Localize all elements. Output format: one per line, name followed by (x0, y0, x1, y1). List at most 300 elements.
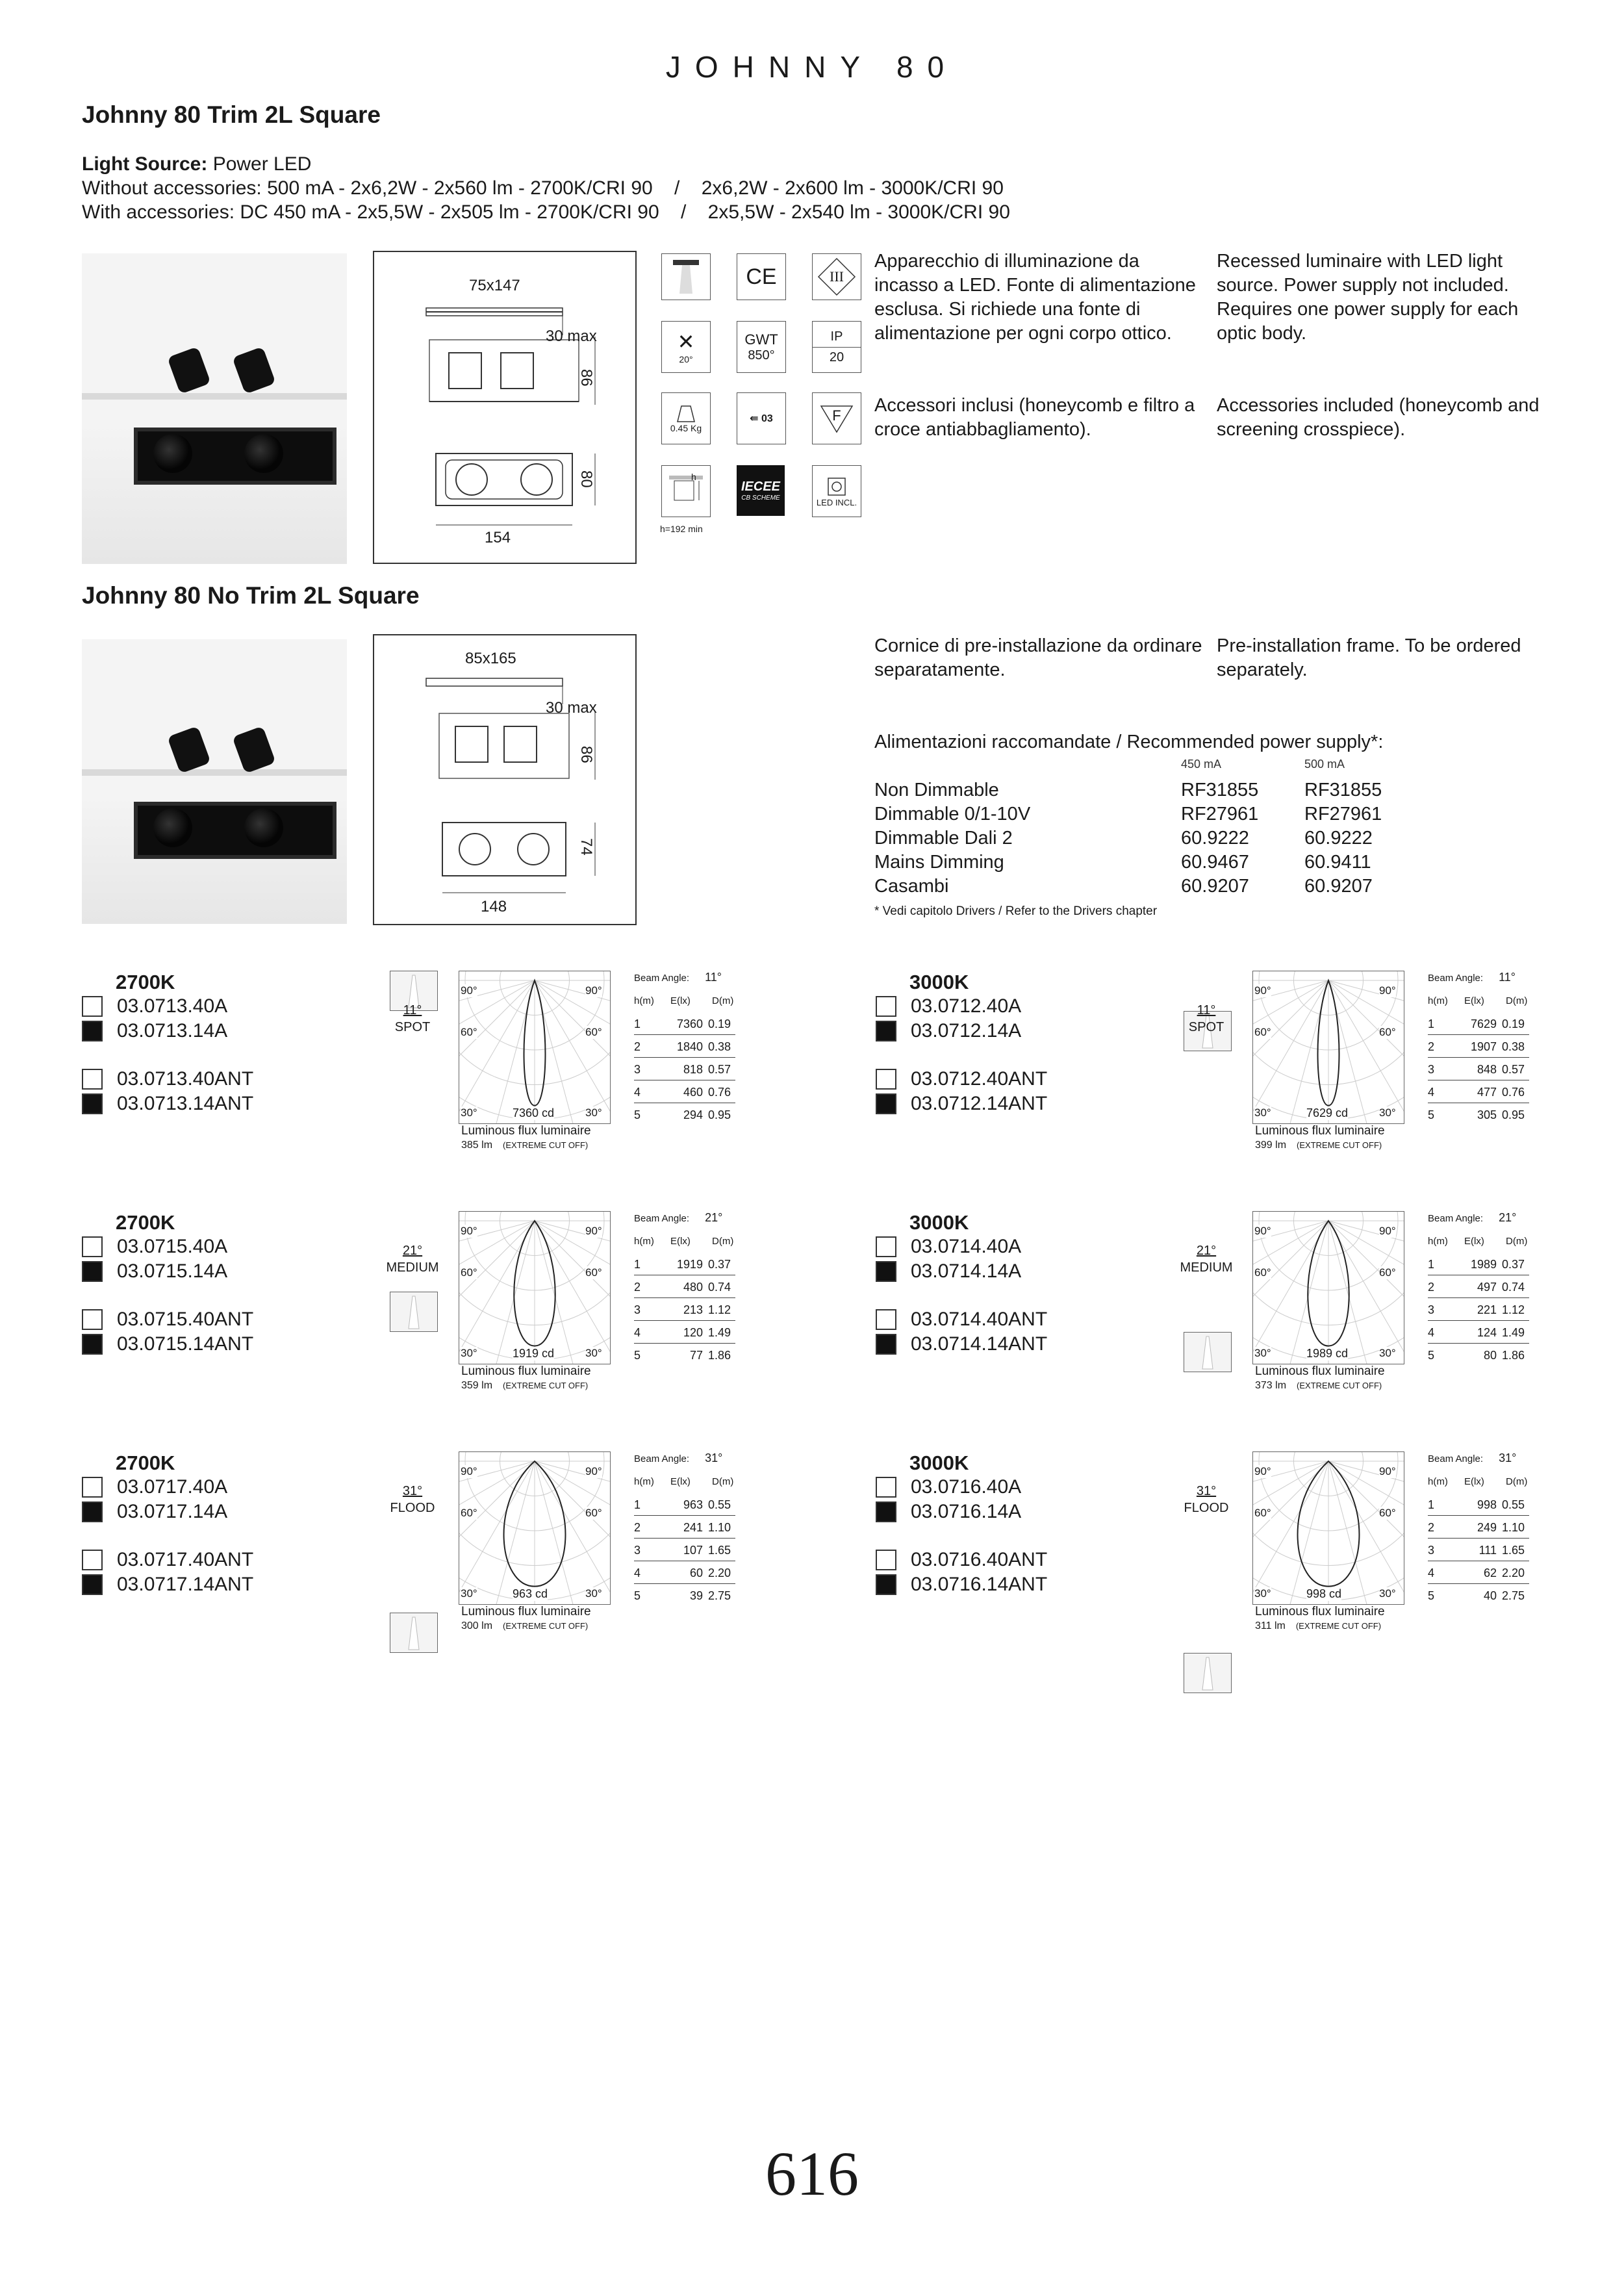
flux-value: 399 lm (1255, 1140, 1287, 1151)
table-header-e: E(lx) (670, 1476, 691, 1487)
angle-30-right: 30° (1379, 1587, 1396, 1600)
white-finish-swatch (82, 1477, 103, 1498)
table-cell: 4 (1428, 1566, 1435, 1579)
product-code: 03.0714.14ANT (911, 1333, 1048, 1355)
black-finish-swatch (82, 1093, 103, 1114)
table-row-divider (634, 1538, 735, 1539)
beam-angle-value: 31° (1196, 1484, 1217, 1498)
product-code-row (82, 1068, 253, 1090)
beam-angle-icon: ✕ 20° (661, 321, 711, 373)
table-cell: 0.95 (708, 1108, 731, 1121)
table-cell: 1.65 (1502, 1544, 1525, 1557)
power-supply-b-3: 60.9411 (1304, 852, 1371, 873)
table-cell: 1.86 (1502, 1349, 1525, 1362)
white-finish-swatch (876, 1550, 896, 1570)
product2-photo (82, 639, 347, 924)
table-cell: 4 (1428, 1326, 1435, 1339)
white-finish-swatch (876, 1069, 896, 1090)
accessories-english: Accessories included (honeycomb and screening crosspiece). (1217, 395, 1540, 440)
recess-depth-icon (661, 465, 711, 517)
table-cell: 1 (634, 1258, 641, 1271)
table-cell: 7629 (1470, 1017, 1497, 1030)
table-header-d: D(m) (712, 1476, 734, 1487)
angle-60-right: 60° (585, 1266, 602, 1279)
angle-60-left: 60° (461, 1507, 477, 1519)
beam-angle-header (634, 1451, 722, 1465)
table-row-divider (634, 1034, 735, 1035)
angle-30-right: 30° (585, 1106, 602, 1119)
table-cell: 5 (634, 1589, 641, 1602)
length-dimension-2: 148 (481, 898, 507, 915)
product-code: 03.0713.40A (117, 995, 228, 1017)
table-cell: 1 (634, 1017, 641, 1030)
table-cell: 294 (683, 1108, 703, 1121)
table-header-e: E(lx) (1464, 995, 1484, 1006)
angle-30-left: 30° (1254, 1106, 1271, 1119)
product1-photo (82, 253, 347, 564)
cutoff-label: (EXTREME CUT OFF) (503, 1381, 589, 1390)
candela-value: 1919 cd (513, 1347, 555, 1360)
angle-90-right: 90° (585, 1465, 602, 1477)
table-cell: 1840 (676, 1040, 703, 1053)
color-temperature: 2700K (116, 1451, 175, 1474)
table-cell: 0.19 (708, 1017, 731, 1030)
table-cell: 3 (1428, 1063, 1435, 1076)
product-code-row (82, 1333, 253, 1355)
depth-dimension: 80 (577, 470, 595, 488)
color-temperature: 3000K (909, 971, 969, 993)
product-code: 03.0717.40A (117, 1476, 228, 1498)
table-cell: 0.57 (708, 1063, 731, 1076)
flux-value: 359 lm (461, 1380, 493, 1391)
beam-angle-header (1428, 971, 1516, 984)
table-cell: 3 (634, 1303, 641, 1316)
angle-90-left: 90° (1254, 984, 1271, 997)
product-code-row (876, 995, 1021, 1017)
table-cell: 1919 (676, 1258, 703, 1271)
table-cell: 213 (683, 1303, 703, 1316)
polar-diagram (459, 971, 611, 1124)
table-row-divider (1428, 1343, 1529, 1344)
ce-mark-icon: CE (737, 253, 786, 300)
product-code-row (876, 1236, 1021, 1258)
angle-90-left: 90° (461, 984, 477, 997)
power-supply-a-3: 60.9467 (1181, 852, 1249, 873)
depth-dimension-2: 74 (577, 838, 595, 856)
product-code-row (82, 1549, 253, 1571)
black-finish-swatch (876, 1021, 896, 1041)
table-row-divider (1428, 1034, 1529, 1035)
angle-90-right: 90° (1379, 1465, 1396, 1477)
table-row-divider (1428, 1515, 1529, 1516)
h-label: h (691, 472, 696, 482)
angle-90-right: 90° (1379, 1225, 1396, 1237)
product-code: 03.0713.14A (117, 1020, 228, 1041)
white-finish-swatch (876, 1236, 896, 1257)
beam-type-label: MEDIUM (386, 1260, 439, 1275)
table-cell: 5 (634, 1349, 641, 1362)
table-cell: 1.10 (708, 1521, 731, 1534)
angle-30-left: 30° (1254, 1347, 1271, 1359)
beam-type-label: FLOOD (390, 1501, 435, 1515)
beam-angle-table-value: 21° (1499, 1211, 1517, 1224)
table-cell: 963 (683, 1498, 703, 1511)
frame-description-english: Pre-installation frame. To be ordered separately. (1217, 635, 1521, 680)
candela-value: 7360 cd (513, 1106, 555, 1119)
product-code: 03.0714.14A (911, 1260, 1022, 1282)
product-code-row (876, 1549, 1047, 1571)
color-temperature: 3000K (909, 1211, 969, 1234)
gwt-icon: GWT 850° (737, 321, 786, 373)
spec-line-2: With accessories: DC 450 mA - 2x5,5W - 2x505 lm - 2700K/CRI 90 / 2x5,5W - 2x540 lm - 3000K/CRI 90 (82, 201, 1010, 223)
cutoff-label: (EXTREME CUT OFF) (503, 1140, 589, 1150)
table-cell: 0.37 (708, 1258, 731, 1271)
product-code: 03.0716.40A (911, 1476, 1022, 1498)
product-code-row (82, 1574, 253, 1596)
product-code-row (876, 1093, 1047, 1115)
table-cell: 2 (1428, 1281, 1435, 1294)
table-header-d: D(m) (1506, 995, 1528, 1006)
product-code-row (82, 1476, 227, 1498)
table-cell: 2.20 (1502, 1566, 1525, 1579)
angle-60-right: 60° (1379, 1026, 1396, 1038)
table-cell: 124 (1477, 1326, 1497, 1339)
black-finish-swatch (82, 1334, 103, 1355)
ip-rating-icon: IP 20 (812, 321, 861, 373)
cutoff-label: (EXTREME CUT OFF) (1297, 1140, 1382, 1150)
light-source-label: Light Source: (82, 153, 208, 175)
beam-angle-header (634, 971, 722, 984)
white-finish-swatch (82, 1069, 103, 1090)
page-number: 616 (765, 2139, 859, 2208)
table-cell: 5 (634, 1108, 641, 1121)
flux-label: Luminous flux luminaire (461, 1124, 591, 1138)
description-italian: Apparecchio di illuminazione da incasso a LED. Fonte di alimentazione esclusa. Si richiede una fonte di alimentazione per ogni corpo ottico. (874, 251, 1196, 344)
black-finish-swatch (82, 1261, 103, 1282)
table-cell: 0.57 (1502, 1063, 1525, 1076)
angle-30-left: 30° (1254, 1587, 1271, 1600)
luminous-flux (1255, 1364, 1385, 1393)
class-iii-icon: III (812, 253, 861, 300)
polar-diagram (459, 1211, 611, 1364)
product-code: 03.0712.14ANT (911, 1093, 1048, 1114)
white-finish-swatch (82, 1236, 103, 1257)
table-row-divider (634, 1515, 735, 1516)
product2-title: Johnny 80 No Trim 2L Square (82, 582, 420, 609)
product-code: 03.0715.14A (117, 1260, 228, 1282)
beam-angle-label: Beam Angle: (634, 1213, 690, 1224)
table-cell: 3 (634, 1063, 641, 1076)
table-cell: 4 (634, 1326, 641, 1339)
table-cell: 0.55 (708, 1498, 731, 1511)
table-header-d: D(m) (712, 1236, 734, 1247)
product-code-row (82, 1309, 253, 1331)
angle-90-right: 90° (585, 984, 602, 997)
angle-90-right: 90° (1379, 984, 1396, 997)
power-supply-name-1: Dimmable 0/1-10V (874, 804, 1031, 824)
product-code-row (82, 1501, 227, 1523)
cutoff-label: (EXTREME CUT OFF) (503, 1621, 589, 1631)
beam-angle-label: Beam Angle: (1428, 973, 1484, 984)
table-cell: 2 (634, 1521, 641, 1534)
angle-90-right: 90° (585, 1225, 602, 1237)
white-finish-swatch (876, 996, 896, 1017)
table-cell: 1.49 (1502, 1326, 1525, 1339)
beam-angle-header (1428, 1211, 1516, 1225)
table-cell: 1.10 (1502, 1521, 1525, 1534)
beam-angle-label: Beam Angle: (634, 1453, 690, 1464)
angle-30-left: 30° (461, 1587, 477, 1600)
white-finish-swatch (876, 1309, 896, 1330)
black-finish-swatch (876, 1093, 896, 1114)
product-code-row (876, 1020, 1021, 1042)
product-code: 03.0716.14ANT (911, 1574, 1048, 1595)
table-cell: 2 (634, 1281, 641, 1294)
black-finish-swatch (876, 1261, 896, 1282)
angle-60-right: 60° (585, 1507, 602, 1519)
light-source-value: Power LED (212, 153, 312, 175)
cutoff-label: (EXTREME CUT OFF) (1297, 1381, 1382, 1390)
table-row-divider (1428, 1057, 1529, 1058)
product-code-row (876, 1333, 1047, 1355)
table-cell: 480 (683, 1281, 703, 1294)
angle-90-left: 90° (1254, 1225, 1271, 1237)
table-header-d: D(m) (1506, 1476, 1528, 1487)
beam-angle-table-value: 21° (705, 1211, 723, 1224)
table-cell: 4 (634, 1566, 641, 1579)
accessories-italian: Accessori inclusi (honeycomb e filtro a croce antiabbagliamento). (874, 395, 1195, 440)
table-row-divider (1428, 1583, 1529, 1584)
power-supply-a-2: 60.9222 (1181, 828, 1249, 849)
table-cell: 1989 (1470, 1258, 1497, 1271)
flux-value: 311 lm (1255, 1620, 1286, 1631)
table-header-h: h(m) (1428, 1236, 1448, 1247)
black-finish-swatch (82, 1574, 103, 1595)
brand-title: JOHNNY 80 (665, 50, 959, 84)
angle-90-left: 90° (461, 1465, 477, 1477)
product-code-row (876, 1260, 1021, 1283)
table-cell: 2.75 (708, 1589, 731, 1602)
candela-value: 963 cd (513, 1587, 548, 1600)
angle-60-right: 60° (1379, 1266, 1396, 1279)
table-cell: 0.74 (708, 1281, 731, 1294)
beam-type-label: MEDIUM (1180, 1260, 1233, 1275)
table-cell: 77 (689, 1349, 703, 1362)
beam-angle-value: 11° (1197, 1003, 1216, 1017)
table-header-h: h(m) (1428, 995, 1448, 1006)
luminous-flux (461, 1124, 591, 1153)
power-supply-col-450: 450 mA (1181, 758, 1222, 771)
flux-value: 385 lm (461, 1140, 493, 1151)
power-supply-col-500: 500 mA (1304, 758, 1345, 771)
max-dimension: 30 max (546, 327, 597, 345)
luminous-flux (1255, 1605, 1385, 1633)
angle-60-left: 60° (461, 1266, 477, 1279)
table-cell: 107 (683, 1544, 703, 1557)
table-cell: 39 (689, 1589, 703, 1602)
product-code: 03.0716.14A (911, 1501, 1022, 1522)
polar-diagram (1252, 1451, 1404, 1605)
table-cell: 1907 (1470, 1040, 1497, 1053)
flux-label: Luminous flux luminaire (461, 1605, 591, 1618)
light-source-spec (82, 152, 1010, 224)
table-cell: 111 (1478, 1544, 1497, 1557)
beam-angle-value: 11° (403, 1003, 422, 1017)
power-supply-name-0: Non Dimmable (874, 780, 999, 800)
flux-label: Luminous flux luminaire (461, 1364, 591, 1378)
table-cell: 60 (689, 1566, 703, 1579)
angle-30-left: 30° (461, 1106, 477, 1119)
table-cell: 62 (1483, 1566, 1497, 1579)
product-code-row (82, 1093, 253, 1115)
height-dimension: 86 (577, 369, 595, 387)
angle-30-right: 30° (1379, 1347, 1396, 1359)
iecee-cb-icon: IECEE CB SCHEME (737, 465, 785, 516)
product2-technical-drawing (373, 634, 637, 925)
table-cell: 2 (1428, 1521, 1435, 1534)
product-code: 03.0716.40ANT (911, 1549, 1048, 1570)
table-cell: 497 (1477, 1281, 1497, 1294)
table-row-divider (634, 1057, 735, 1058)
table-cell: 7360 (676, 1017, 703, 1030)
table-row-divider (1428, 1320, 1529, 1321)
table-cell: 2 (1428, 1040, 1435, 1053)
beam-angle-table-value: 11° (1499, 971, 1516, 984)
flux-label: Luminous flux luminaire (1255, 1124, 1385, 1138)
power-supply-a-0: RF31855 (1181, 780, 1259, 800)
white-finish-swatch (82, 1309, 103, 1330)
beam-type-icon (390, 1292, 438, 1332)
candela-value: 7629 cd (1306, 1106, 1349, 1119)
angle-90-left: 90° (1254, 1465, 1271, 1477)
luminous-flux (1255, 1124, 1385, 1153)
table-cell: 241 (683, 1521, 703, 1534)
power-supply-title: Alimentazioni raccomandate / Recommended power supply*: (874, 732, 1384, 752)
table-header-e: E(lx) (670, 1236, 691, 1247)
product-code: 03.0717.14A (117, 1501, 228, 1522)
polar-diagram (459, 1451, 611, 1605)
max-dimension-2: 30 max (546, 699, 597, 717)
angle-90-left: 90° (461, 1225, 477, 1237)
product-code-row (876, 1574, 1047, 1596)
luminous-flux (461, 1605, 591, 1633)
product-code-row (82, 1260, 227, 1283)
table-header-h: h(m) (1428, 1476, 1448, 1487)
white-finish-swatch (82, 1550, 103, 1570)
table-cell: 40 (1483, 1589, 1497, 1602)
table-cell: 1.65 (708, 1544, 731, 1557)
table-cell: 0.19 (1502, 1017, 1525, 1030)
color-temperature: 3000K (909, 1451, 969, 1474)
angle-60-left: 60° (1254, 1507, 1271, 1519)
product-code-row (82, 1020, 227, 1042)
led-included-icon: LED INCL. (812, 465, 861, 517)
table-cell: 460 (683, 1086, 703, 1099)
table-header-e: E(lx) (1464, 1236, 1484, 1247)
table-cell: 848 (1477, 1063, 1497, 1076)
product1-technical-drawing (373, 251, 637, 564)
table-cell: 221 (1477, 1303, 1497, 1316)
table-cell: 3 (1428, 1303, 1435, 1316)
product-code: 03.0717.14ANT (117, 1574, 254, 1595)
beam-angle-value: 21° (402, 1244, 423, 1258)
angle-30-right: 30° (585, 1587, 602, 1600)
table-cell: 477 (1477, 1086, 1497, 1099)
product-code: 03.0712.40A (911, 995, 1022, 1017)
product-code: 03.0715.40A (117, 1236, 228, 1257)
spec-line-1: Without accessories: 500 mA - 2x6,2W - 2x560 lm - 2700K/CRI 90 / 2x6,2W - 2x600 lm - 3000K/CRI 90 (82, 177, 1004, 199)
f-mark-icon: F (812, 392, 861, 444)
white-finish-swatch (876, 1477, 896, 1498)
table-cell: 818 (683, 1063, 703, 1076)
beam-angle-table-value: 11° (705, 971, 722, 984)
flux-value: 373 lm (1255, 1380, 1287, 1391)
product-code-row (82, 1236, 227, 1258)
table-row-divider (634, 1343, 735, 1344)
beam-type-icon (1184, 1332, 1232, 1372)
product-code: 03.0714.40ANT (911, 1309, 1048, 1330)
angle-30-right: 30° (1379, 1106, 1396, 1119)
table-header-h: h(m) (634, 1236, 654, 1247)
product1-title: Johnny 80 Trim 2L Square (82, 101, 381, 128)
table-row-divider (1428, 1538, 1529, 1539)
beam-angle-value: 21° (1196, 1244, 1217, 1258)
beam-angle-label: Beam Angle: (1428, 1453, 1484, 1464)
product-code: 03.0717.40ANT (117, 1549, 254, 1570)
power-supply-name-4: Casambi (874, 876, 949, 897)
table-cell: 1 (1428, 1498, 1435, 1511)
product-code: 03.0714.40A (911, 1236, 1022, 1257)
table-cell: 0.38 (708, 1040, 731, 1053)
angle-60-left: 60° (1254, 1266, 1271, 1279)
table-cell: 1.49 (708, 1326, 731, 1339)
product-code-row (876, 1309, 1047, 1331)
table-header-h: h(m) (634, 995, 654, 1006)
black-finish-swatch (876, 1574, 896, 1595)
table-header-e: E(lx) (670, 995, 691, 1006)
table-cell: 5 (1428, 1108, 1435, 1121)
table-cell: 2.20 (708, 1566, 731, 1579)
table-header-e: E(lx) (1464, 1476, 1484, 1487)
angle-60-left: 60° (461, 1026, 477, 1038)
product-code: 03.0715.40ANT (117, 1309, 254, 1330)
power-supply-b-0: RF31855 (1304, 780, 1382, 800)
table-row-divider (634, 1297, 735, 1298)
black-finish-swatch (876, 1334, 896, 1355)
product-code: 03.0713.40ANT (117, 1068, 254, 1090)
table-row-divider (634, 1320, 735, 1321)
power-supply-a-1: RF27961 (1181, 804, 1259, 824)
black-finish-swatch (82, 1501, 103, 1522)
table-cell: 1.12 (1502, 1303, 1525, 1316)
downlight-icon (661, 253, 711, 300)
table-row-divider (1428, 1297, 1529, 1298)
angle-60-right: 60° (585, 1026, 602, 1038)
table-header-d: D(m) (1506, 1236, 1528, 1247)
beam-angle-label: Beam Angle: (634, 973, 690, 984)
product-code-row (876, 1501, 1021, 1523)
cutoff-label: (EXTREME CUT OFF) (1295, 1621, 1382, 1631)
table-cell: 0.55 (1502, 1498, 1525, 1511)
table-cell: 998 (1477, 1498, 1497, 1511)
product-code: 03.0715.14ANT (117, 1333, 254, 1355)
black-finish-swatch (876, 1501, 896, 1522)
table-cell: 3 (634, 1544, 641, 1557)
angle-30-left: 30° (461, 1347, 477, 1359)
beam-type-label: SPOT (1188, 1020, 1224, 1034)
polar-diagram (1252, 971, 1404, 1124)
black-finish-swatch (82, 1021, 103, 1041)
